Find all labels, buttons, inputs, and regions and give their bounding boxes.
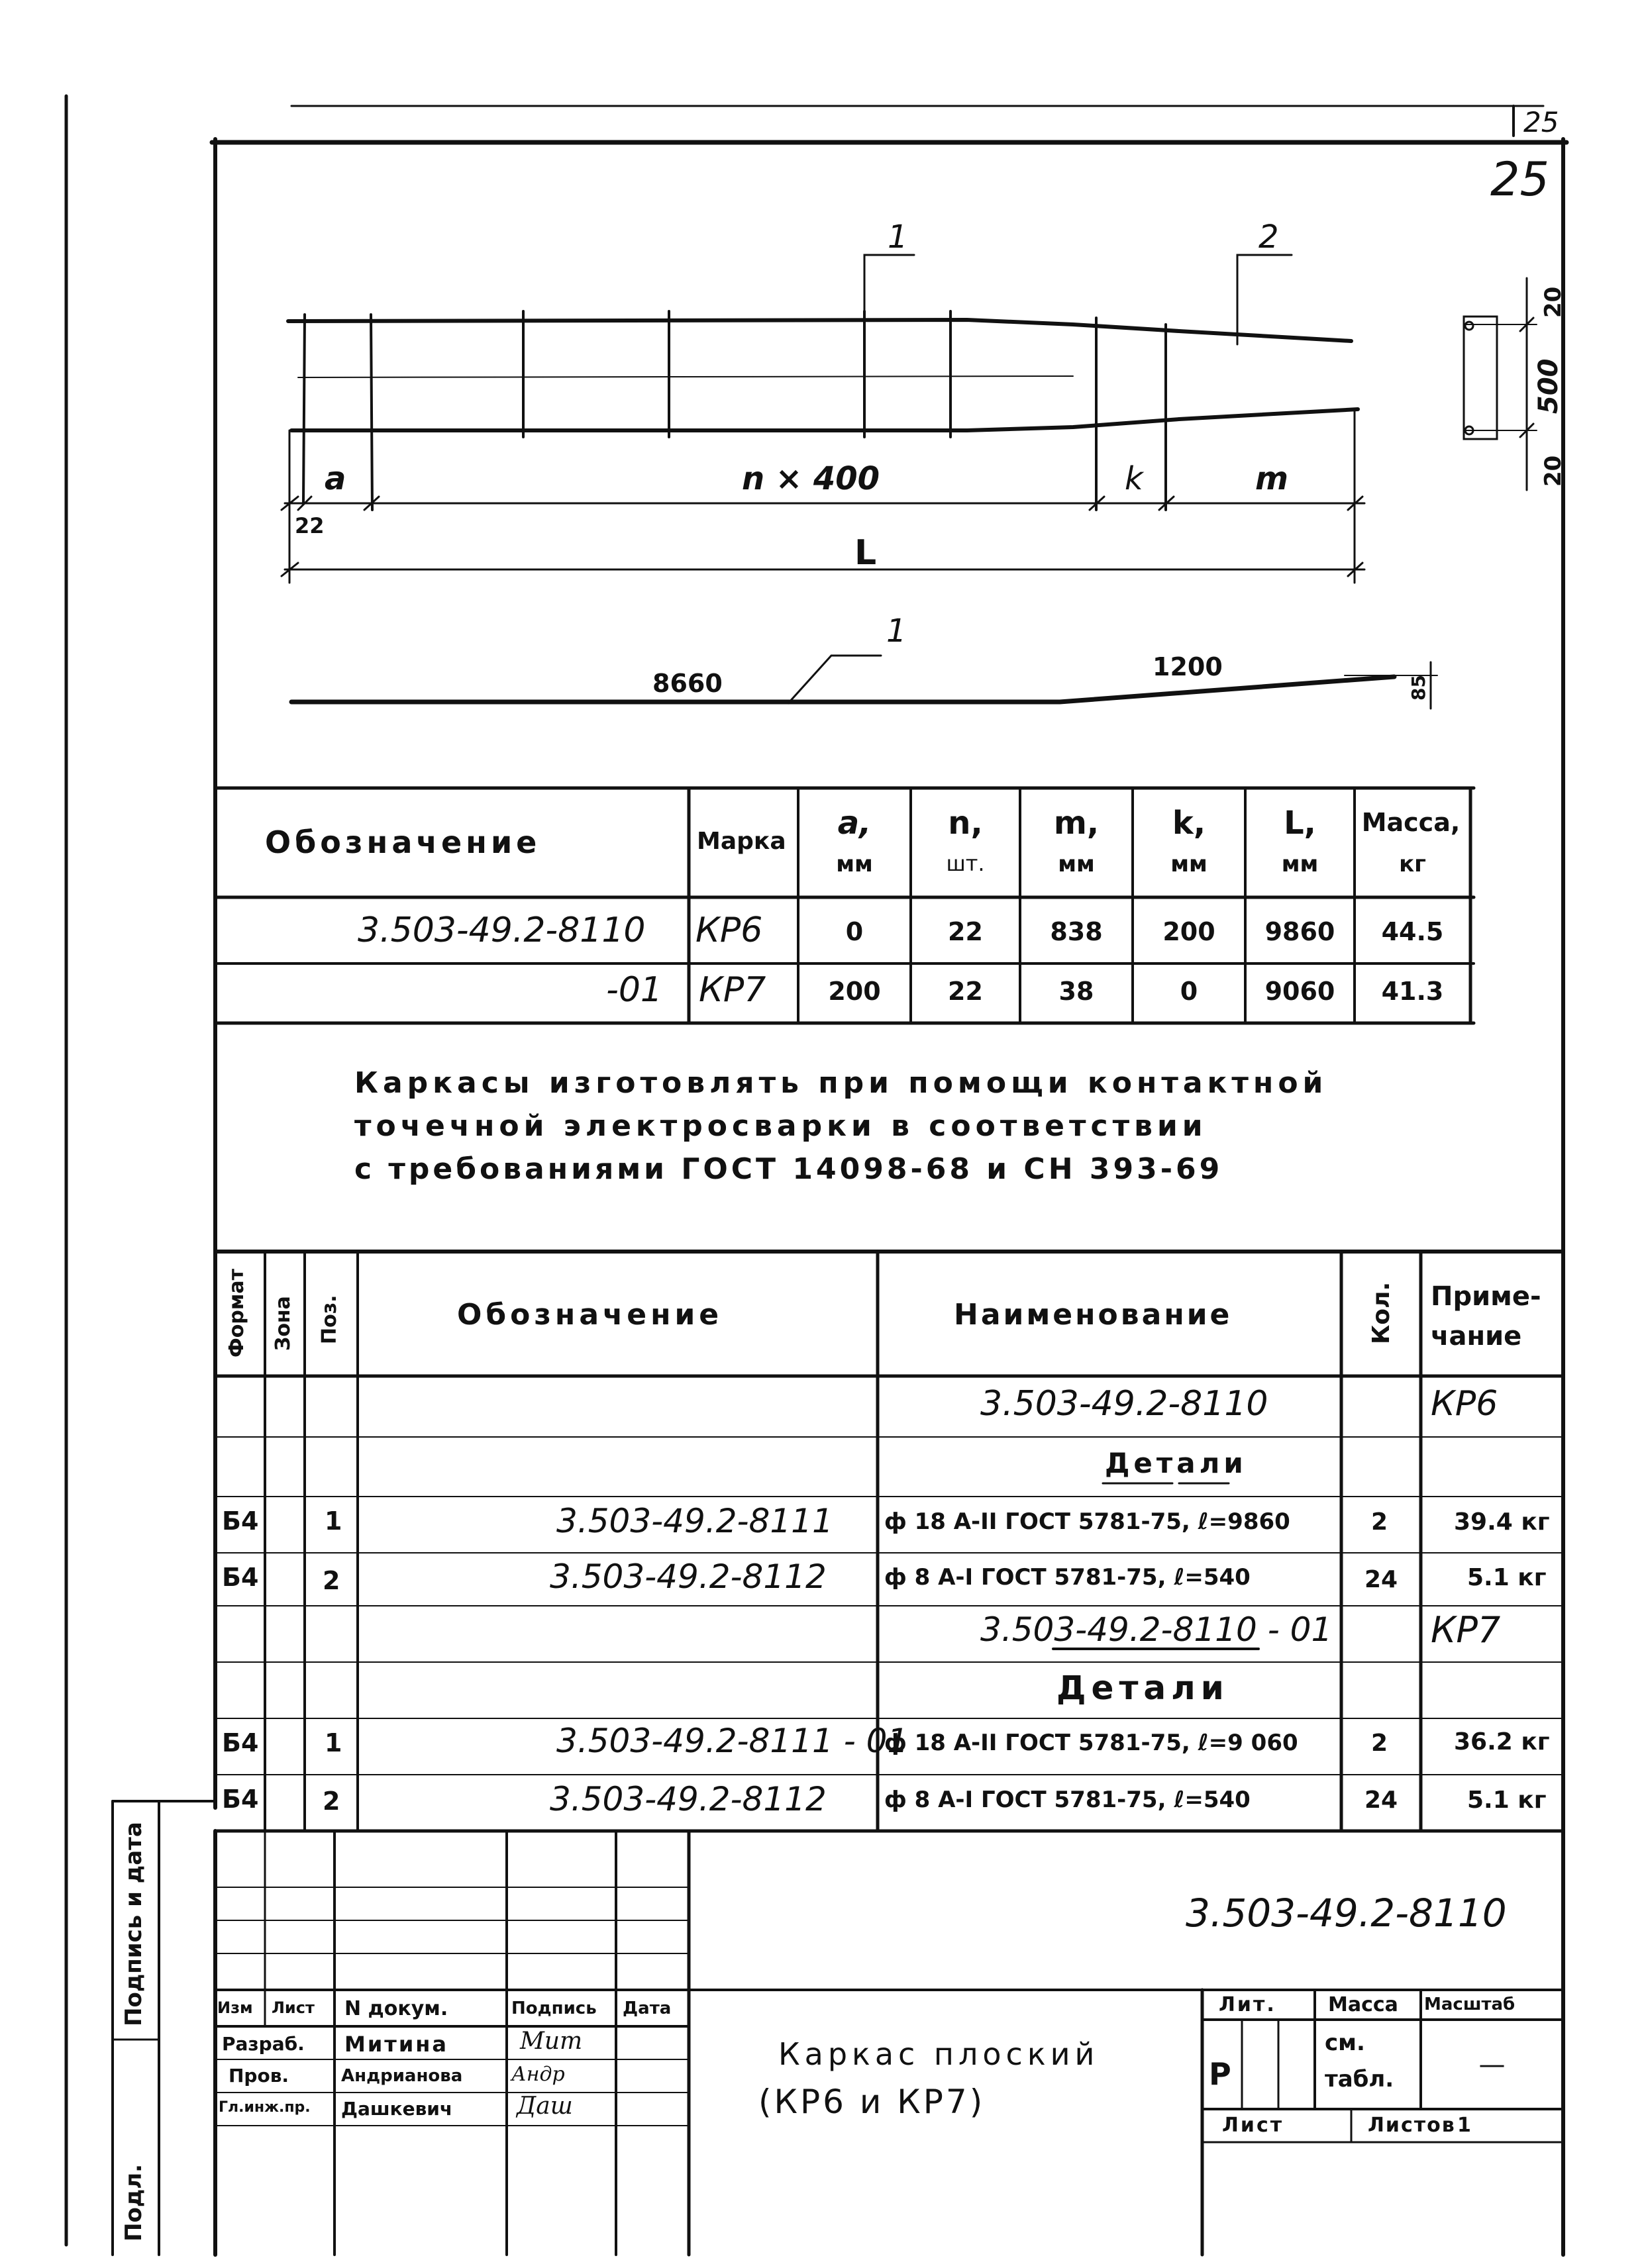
note-line-2: точечной электросварки в соответствии bbox=[354, 1109, 1207, 1143]
parts-row7-note: 36.2 кг bbox=[1454, 1728, 1550, 1755]
parts-row6-section: Детали bbox=[1056, 1669, 1229, 1707]
spec-row2-m: 38 bbox=[1058, 977, 1094, 1006]
tb-list: Лист bbox=[272, 1998, 315, 2017]
tb-scale-label: Масштаб bbox=[1424, 1995, 1516, 2014]
parts-row1-name: 3.503-49.2-8110 bbox=[980, 1384, 1268, 1424]
dim-20-top-label: 20 bbox=[1540, 286, 1567, 318]
page-number: 25 bbox=[1523, 106, 1559, 138]
bar-length-label: 8660 bbox=[652, 669, 723, 698]
tb-lit-label: Лит. bbox=[1219, 1993, 1276, 2016]
spec-header-L-unit: мм bbox=[1281, 851, 1319, 877]
spec-header-a: a, bbox=[837, 805, 872, 842]
tb-massa-label: Масса bbox=[1328, 1993, 1398, 2016]
parts-row7-name: ф 18 А-II ГОСТ 5781-75, ℓ=9 060 bbox=[884, 1730, 1298, 1756]
dim-20-bottom-label: 20 bbox=[1540, 455, 1567, 487]
dim-22-label: 22 bbox=[295, 513, 325, 538]
spec-row1-a: 0 bbox=[845, 917, 864, 946]
parts-header-zone: Зона bbox=[272, 1296, 295, 1351]
spec-row1-m: 838 bbox=[1050, 917, 1103, 946]
dim-n400-label: n × 400 bbox=[742, 460, 880, 497]
parts-row4-note: 5.1 кг bbox=[1467, 1564, 1547, 1591]
tb-razrab-name: Митина bbox=[344, 2032, 448, 2057]
spec-header-k-unit: мм bbox=[1170, 851, 1207, 877]
tb-izm: Изм bbox=[217, 1998, 253, 2017]
parts-row8-note: 5.1 кг bbox=[1467, 1787, 1547, 1814]
tb-gl-role: Гл.инж.пр. bbox=[219, 2099, 311, 2116]
parts-row1-note: КР6 bbox=[1431, 1384, 1498, 1424]
spec-header-L: L, bbox=[1284, 805, 1316, 842]
dim-a-label: a bbox=[325, 460, 346, 497]
spec-header-mass-unit: кг bbox=[1399, 851, 1426, 877]
parts-row4-qty: 24 bbox=[1364, 1566, 1398, 1593]
parts-header-name: Наименование bbox=[954, 1298, 1233, 1332]
spec-header-n: n, bbox=[948, 805, 983, 842]
parts-row8-designation: 3.503-49.2-8112 bbox=[550, 1780, 827, 1818]
dim-m-label: m bbox=[1255, 460, 1289, 497]
parts-row5-note: КР7 bbox=[1431, 1609, 1501, 1651]
spec-header-mark: Марка bbox=[697, 828, 786, 855]
parts-row3-name: ф 18 А-II ГОСТ 5781-75, ℓ=9860 bbox=[884, 1508, 1290, 1535]
tb-massa-value-1: см. bbox=[1325, 2030, 1365, 2056]
parts-row3-pos: 1 bbox=[325, 1506, 342, 1536]
spec-row1-L: 9860 bbox=[1264, 917, 1335, 946]
parts-row7-designation: 3.503-49.2-8111 - 01 bbox=[556, 1722, 909, 1760]
tb-scale-value: — bbox=[1478, 2049, 1506, 2080]
parts-header-pos: Поз. bbox=[318, 1295, 341, 1344]
dim-500-label: 500 bbox=[1533, 358, 1564, 414]
dim-k-label: k bbox=[1125, 460, 1143, 497]
parts-header-qty: Кол. bbox=[1368, 1281, 1395, 1344]
parts-row3-format: Б4 bbox=[222, 1506, 259, 1536]
page-number-handwritten: 25 bbox=[1490, 152, 1550, 207]
doc-code: 3.503-49.2-8110 bbox=[1186, 1891, 1507, 1936]
parts-row4-name: ф 8 А-I ГОСТ 5781-75, ℓ=540 bbox=[884, 1564, 1251, 1591]
parts-header-note-2: чание bbox=[1431, 1321, 1522, 1352]
signature-prov: Андр bbox=[511, 2063, 565, 2086]
parts-row4-designation: 3.503-49.2-8112 bbox=[550, 1557, 827, 1596]
spec-header-m-unit: мм bbox=[1058, 851, 1095, 877]
tb-sheet-label: Лист bbox=[1222, 2114, 1284, 2137]
tb-razrab-role: Разраб. bbox=[222, 2033, 305, 2055]
tb-n-dokum: N докум. bbox=[344, 1997, 448, 2020]
parts-header-designation: Обозначение bbox=[457, 1298, 723, 1332]
bar-bend-label: 1200 bbox=[1153, 652, 1223, 681]
note-line-3: с требованиями ГОСТ 14098-68 и СН 393-69 bbox=[354, 1152, 1223, 1186]
spec-row2-mass: 41.3 bbox=[1381, 977, 1444, 1006]
bar-position-label: 1 bbox=[886, 613, 907, 650]
parts-row8-pos: 2 bbox=[323, 1787, 340, 1816]
spec-row2-designation: -01 bbox=[606, 970, 662, 1010]
side-stamp-podl: Подл. bbox=[121, 2163, 147, 2242]
spec-row2-k: 0 bbox=[1180, 977, 1198, 1006]
spec-row2-a: 200 bbox=[828, 977, 881, 1006]
spec-row1-n: 22 bbox=[948, 917, 983, 946]
bar-rise-label: 85 bbox=[1408, 675, 1429, 701]
dim-L-label: L bbox=[854, 533, 877, 573]
tb-sheets-value: 1 bbox=[1457, 2114, 1471, 2137]
tb-massa-value-2: табл. bbox=[1325, 2066, 1394, 2093]
tb-sheets-label: Листов bbox=[1368, 2114, 1456, 2137]
position-2-label: 2 bbox=[1259, 219, 1279, 256]
tb-title-line-1: Каркас плоский bbox=[778, 2036, 1100, 2072]
signature-razrab: Мит bbox=[520, 2028, 583, 2055]
spec-header-a-unit: мм bbox=[836, 851, 873, 877]
spec-row2-L: 9060 bbox=[1264, 977, 1335, 1006]
parts-row7-qty: 2 bbox=[1371, 1730, 1388, 1757]
spec-row2-n: 22 bbox=[948, 977, 983, 1006]
tb-gl-name: Дашкевич bbox=[341, 2098, 453, 2120]
parts-row3-designation: 3.503-49.2-8111 bbox=[556, 1502, 833, 1540]
parts-row8-name: ф 8 А-I ГОСТ 5781-75, ℓ=540 bbox=[884, 1787, 1251, 1813]
parts-row7-format: Б4 bbox=[222, 1728, 259, 1757]
parts-header-note: Приме- bbox=[1431, 1281, 1541, 1312]
spec-header-n-unit: шт. bbox=[946, 851, 985, 876]
tb-prov-name: Андрианова bbox=[341, 2066, 463, 2086]
spec-header-k: k, bbox=[1172, 805, 1206, 842]
parts-row4-pos: 2 bbox=[323, 1566, 340, 1595]
parts-row3-qty: 2 bbox=[1371, 1508, 1388, 1536]
spec-row1-k: 200 bbox=[1162, 917, 1215, 946]
spec-row1-mark: КР6 bbox=[695, 911, 763, 950]
parts-row4-format: Б4 bbox=[222, 1563, 259, 1592]
parts-row5-name: 3.503-49.2-8110 - 01 bbox=[980, 1610, 1333, 1649]
parts-row8-qty: 24 bbox=[1364, 1787, 1398, 1814]
tb-podpis: Подпись bbox=[511, 1998, 597, 2018]
tb-data: Дата bbox=[623, 1998, 672, 2018]
tb-lit-value: Р bbox=[1209, 2056, 1231, 2092]
parts-row3-note: 39.4 кг bbox=[1454, 1508, 1550, 1536]
position-1-label: 1 bbox=[888, 219, 908, 256]
spec-header-m: m, bbox=[1053, 805, 1100, 842]
tb-prov-role: Пров. bbox=[229, 2065, 289, 2087]
spec-row1-mass: 44.5 bbox=[1381, 917, 1444, 946]
tb-title-line-2: (КР6 и КР7) bbox=[758, 2083, 986, 2121]
spec-header-mass: Масса, bbox=[1361, 808, 1461, 837]
parts-row8-format: Б4 bbox=[222, 1785, 259, 1814]
note-line-1: Каркасы изготовлять при помощи контактной bbox=[354, 1066, 1328, 1100]
signature-gl: Даш bbox=[517, 2093, 573, 2120]
parts-row7-pos: 1 bbox=[325, 1728, 342, 1757]
spec-header-designation: Обозначение bbox=[265, 824, 541, 860]
spec-row2-mark: КР7 bbox=[699, 970, 766, 1010]
parts-row2-section: Детали bbox=[1105, 1447, 1247, 1479]
side-stamp-sign-date: Подпись и дата bbox=[121, 1822, 147, 2026]
spec-row1-designation: 3.503-49.2-8110 bbox=[358, 911, 646, 950]
parts-header-format: Формат bbox=[225, 1269, 248, 1357]
